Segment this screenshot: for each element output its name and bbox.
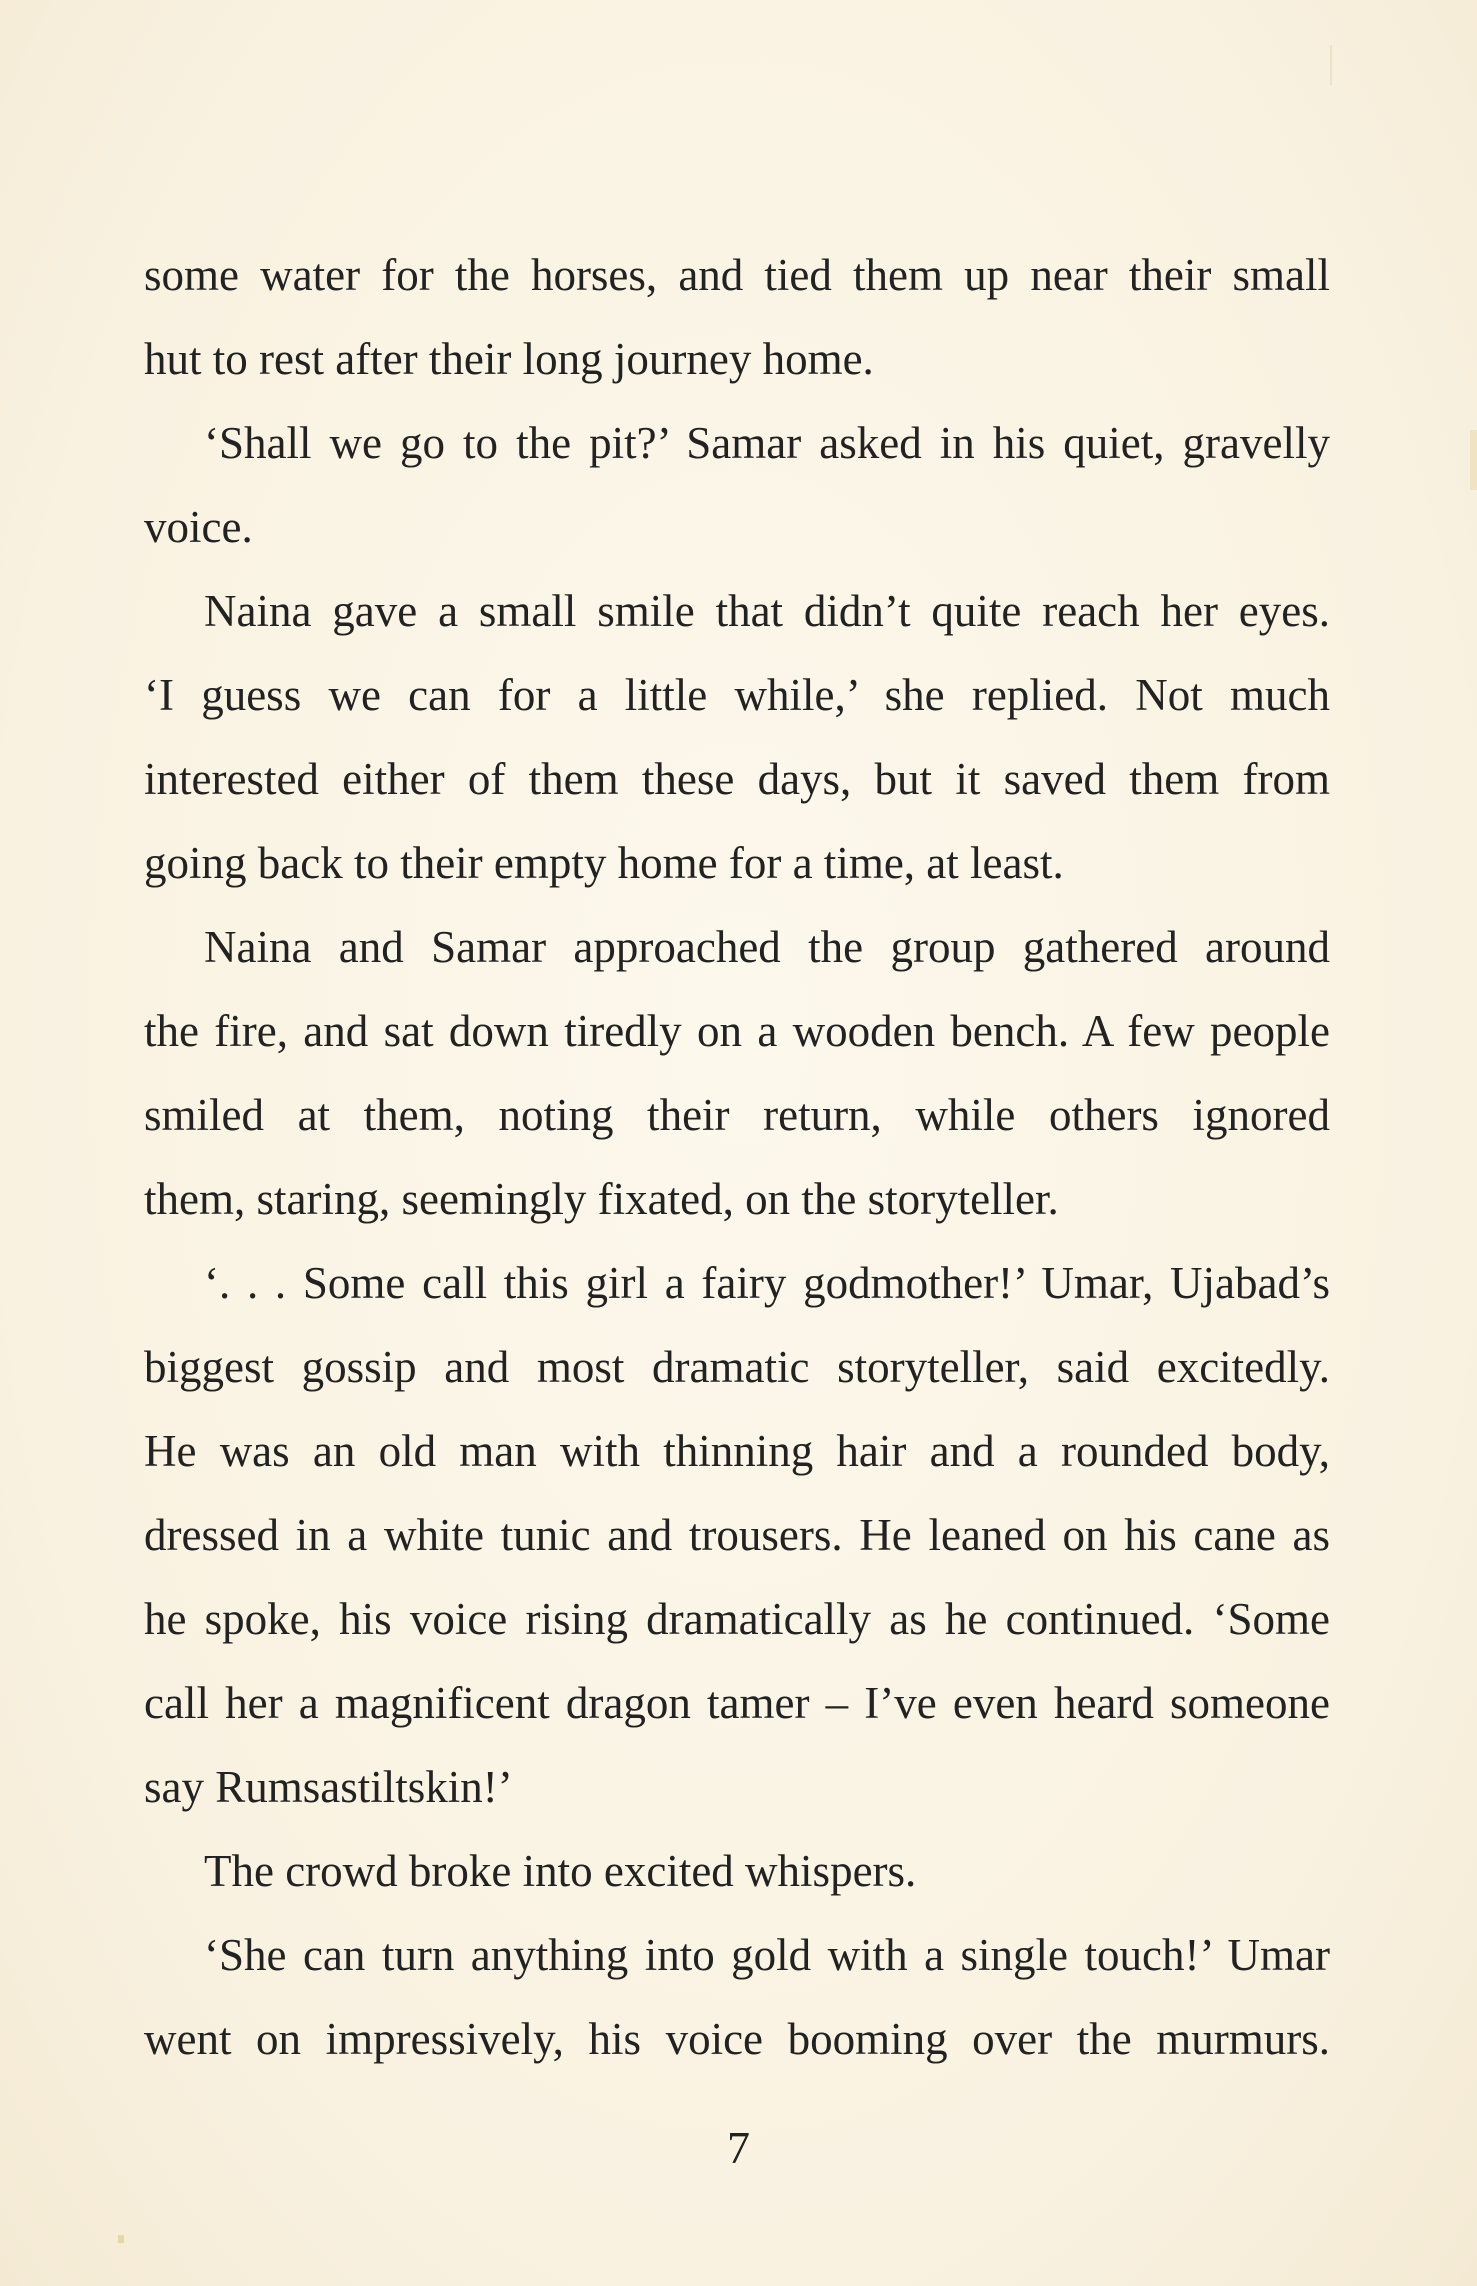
paper-speck bbox=[118, 2235, 124, 2243]
text-line: voice. bbox=[144, 502, 253, 552]
text-line: some water for the horses, and tied them up near their small bbox=[144, 250, 1330, 300]
text-line: ‘I guess we can for a little while,’ she replied. Not much bbox=[144, 670, 1330, 720]
text-line: say Rumsastiltskin!’ bbox=[144, 1762, 513, 1812]
text-line: Naina and Samar approached the group gathered around bbox=[204, 922, 1330, 972]
text-line: Naina gave a small smile that didn’t quite reach her eyes. bbox=[204, 586, 1330, 636]
text-line: he spoke, his voice rising dramatically as he continued. ‘Some bbox=[144, 1594, 1330, 1644]
text-line: He was an old man with thinning hair and a rounded body, bbox=[144, 1426, 1330, 1476]
text-line: them, staring, seemingly fixated, on the storyteller. bbox=[144, 1174, 1059, 1224]
text-line: ‘Shall we go to the pit?’ Samar asked in his quiet, gravelly bbox=[204, 418, 1330, 468]
text-line: call her a magnificent dragon tamer – I’ve even heard someone bbox=[144, 1678, 1330, 1728]
text-line: going back to their empty home for a time, at least. bbox=[144, 838, 1064, 888]
page-number: 7 bbox=[727, 2122, 750, 2173]
body-text bbox=[144, 233, 1330, 2081]
text-line: interested either of them these days, but it saved them from bbox=[144, 754, 1330, 804]
text-line: The crowd broke into excited whispers. bbox=[204, 1846, 917, 1896]
paper-speck bbox=[1330, 45, 1332, 85]
text-line: smiled at them, noting their return, while others ignored bbox=[144, 1090, 1330, 1140]
text-line: dressed in a white tunic and trousers. He leaned on his cane as bbox=[144, 1510, 1330, 1560]
text-line: hut to rest after their long journey home. bbox=[144, 334, 874, 384]
text-line: went on impressively, his voice booming over the murmurs. bbox=[144, 2014, 1330, 2064]
text-line: biggest gossip and most dramatic storyteller, said excitedly. bbox=[144, 1342, 1330, 1392]
paper-speck bbox=[1470, 430, 1477, 490]
text-line: ‘She can turn anything into gold with a single touch!’ Umar bbox=[204, 1930, 1330, 1980]
text-line: ‘. . . Some call this girl a fairy godmother!’ Umar, Ujabad’s bbox=[204, 1258, 1330, 1308]
text-line: the fire, and sat down tiredly on a wooden bench. A few people bbox=[144, 1006, 1330, 1056]
